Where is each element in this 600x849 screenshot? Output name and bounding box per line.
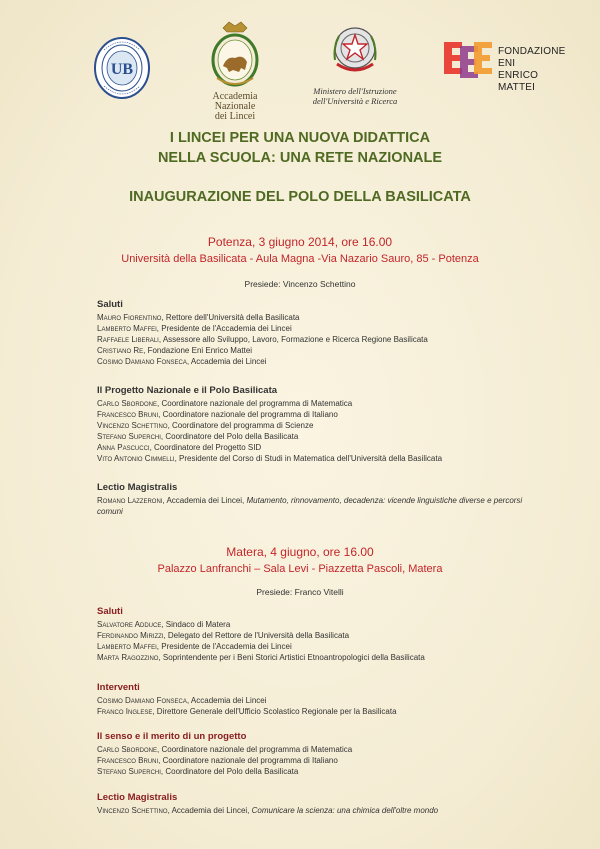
- lectio-item: Vincenzo Schettino, Accademia dei Lincei, Comunicare la scienza: una chimica dell'oltre mondo: [97, 806, 439, 815]
- list-item: Salvatore Adduce, Sindaco di Matera: [97, 620, 231, 629]
- potenza-lectio-section: [97, 481, 527, 517]
- eni-foundation-logo-icon: [440, 38, 496, 82]
- section-title: Il Progetto Nazionale e il Polo Basilicata: [97, 385, 278, 396]
- matera-merito-section: [97, 730, 527, 777]
- list-item: Stefano Superchi, Coordinatore del Polo della Basilicata: [97, 767, 299, 776]
- section-title: Lectio Magistralis: [97, 792, 178, 803]
- list-item: Vincenzo Schettino, Coordinatore del programma di Scienze: [97, 421, 314, 430]
- main-title-line-1: I LINCEI PER UNA NUOVA DIDATTICA: [169, 130, 431, 146]
- eni-foundation-logo: [440, 38, 575, 93]
- list-item: Cosimo Damiano Fonseca, Accademia dei Lincei: [97, 357, 267, 366]
- logo-bar: [0, 20, 600, 120]
- italian-republic-emblem-icon: [305, 20, 405, 84]
- chair-label: Presiede:: [256, 587, 293, 597]
- ministero-caption: Ministero dell'Istruzione dell'Università e Ricerca: [312, 86, 398, 106]
- section-title: Lectio Magistralis: [97, 482, 178, 493]
- chair-name: Franco Vitelli: [294, 587, 344, 597]
- matera-venue: Palazzo Lanfranchi – Sala Levi - Piazzetta Pascoli, Matera: [157, 563, 443, 575]
- accademia-lincei-emblem-icon: [195, 20, 275, 90]
- section-title: Saluti: [97, 299, 123, 310]
- list-item: Vito Antonio Cimmelli, Presidente del Corso di Studi in Matematica dell'Università della Basilicata: [97, 454, 443, 463]
- list-item: Raffaele Liberali, Assessore allo Sviluppo, Lavoro, Formazione e Ricerca Regione Basilicata: [97, 335, 428, 344]
- list-item: Cosimo Damiano Fonseca, Accademia dei Lincei: [97, 696, 267, 705]
- section-title: Il senso e il merito di un progetto: [97, 731, 247, 742]
- svg-text:UB: UB: [110, 61, 134, 78]
- matera-saluti-section: [97, 605, 527, 663]
- lincei-caption: Accademia Nazionale dei Lincei: [212, 91, 258, 122]
- main-subtitle: INAUGURAZIONE DEL POLO DELLA BASILICATA: [129, 189, 471, 205]
- university-seal-icon: [92, 30, 152, 108]
- section-title: Interventi: [97, 682, 140, 693]
- list-item: Marta Ragozzino, Soprintendente per i Beni Storici Artistici Etnoantropologici della Basilicata: [97, 653, 425, 662]
- chair-name: Vincenzo Schettino: [282, 279, 356, 289]
- list-item: Anna Pascucci, Coordinatore del Progetto SID: [97, 443, 262, 452]
- chair-label: Presiede:: [244, 279, 281, 289]
- list-item: Francesco Bruni, Coordinatore nazionale del programma di Italiano: [97, 756, 338, 765]
- lincei-logo: [195, 20, 275, 122]
- matera-date: Matera, 4 giugno, ore 16.00: [226, 545, 374, 559]
- section-title: Saluti: [97, 606, 123, 617]
- potenza-chair: [0, 278, 600, 290]
- matera-chair: [0, 586, 600, 598]
- list-item: Francesco Bruni, Coordinatore nazionale del programma di Italiano: [97, 410, 338, 419]
- potenza-venue: Università della Basilicata - Aula Magna -Via Nazario Sauro, 85 - Potenza: [121, 253, 479, 265]
- list-item: Carlo Sbordone, Coordinatore nazionale del programma di Matematica: [97, 745, 353, 754]
- eni-foundation-name: FONDAZIONE ENI ENRICO MATTEI: [498, 46, 566, 93]
- main-title-line-2: NELLA SCUOLA: UNA RETE NAZIONALE: [157, 150, 443, 166]
- potenza-saluti-section: [97, 298, 527, 367]
- potenza-date: Potenza, 3 giugno 2014, ore 16.00: [207, 235, 393, 249]
- matera-interventi-section: [97, 681, 527, 717]
- list-item: Cristiano Re, Fondazione Eni Enrico Mattei: [97, 346, 253, 355]
- list-item: Stefano Superchi, Coordinatore del Polo della Basilicata: [97, 432, 299, 441]
- list-item: Carlo Sbordone, Coordinatore nazionale del programma di Matematica: [97, 399, 353, 408]
- list-item: Mauro Fiorentino, Rettore dell'Università della Basilicata: [97, 313, 300, 322]
- potenza-progetto-section: [97, 384, 527, 464]
- matera-lectio-section: [97, 791, 527, 816]
- list-item: Franco Inglese, Direttore Generale dell'Ufficio Scolastico Regionale per la Basilicata: [97, 707, 397, 716]
- list-item: Ferdinando Mirizzi, Delegato del Rettore de l'Università della Basilicata: [97, 631, 350, 640]
- lectio-item: Romano Lazzeroni, Accademia dei Lincei, Mutamento, rinnovamento, decadenza: vicende linguistiche diverse e percorsi comuni: [97, 496, 523, 516]
- list-item: Lamberto Maffei, Presidente de l'Accademia dei Lincei: [97, 642, 292, 651]
- list-item: Lamberto Maffei, Presidente de l'Accademia dei Lincei: [97, 324, 292, 333]
- ministero-logo: [305, 20, 405, 115]
